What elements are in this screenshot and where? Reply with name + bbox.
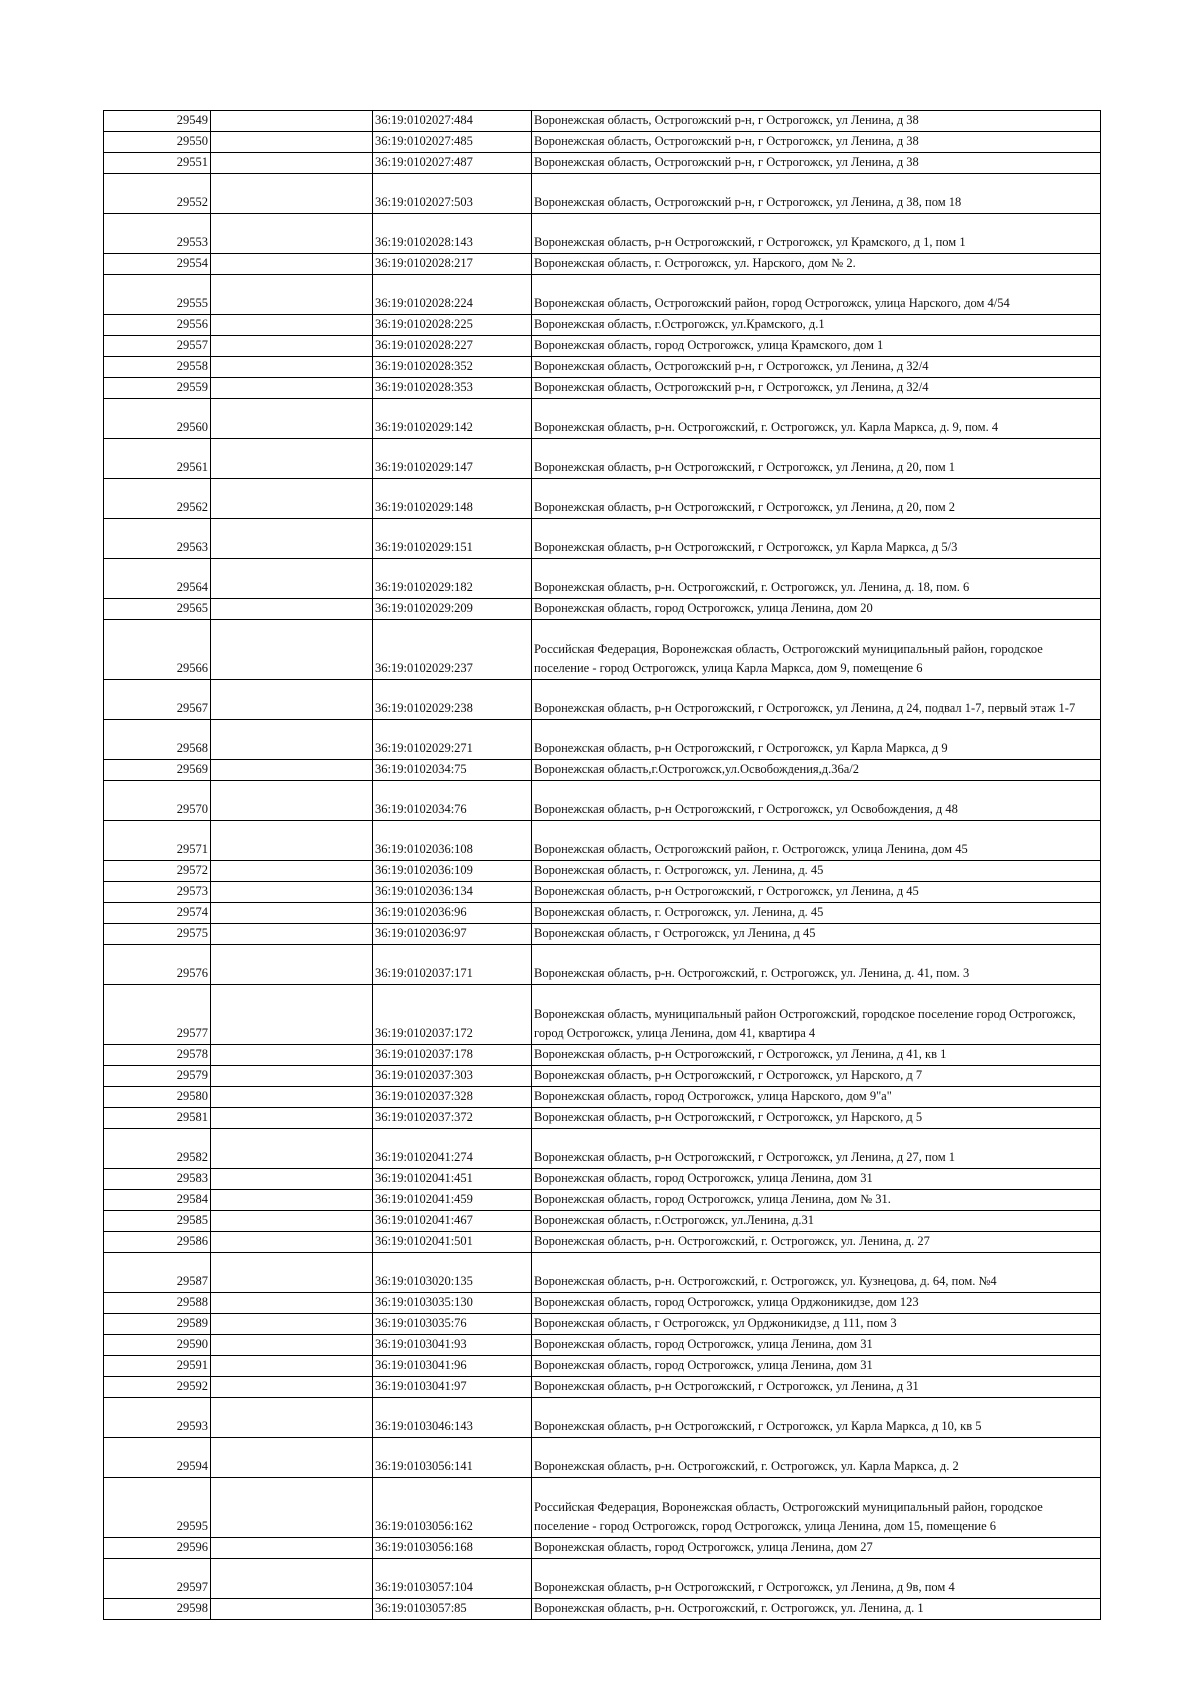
cadastral-number: 36:19:0102037:171 <box>373 945 532 985</box>
address: Российская Федерация, Воронежская область, Острогожский муниципальный район, городское поселение - город Острогожск, город Острогожск, улица Ленина, дом 15, помещение 6 <box>532 1478 1101 1538</box>
address: Воронежская область, р-н. Острогожский, г. Острогожск, ул. Ленина, д. 27 <box>532 1232 1101 1253</box>
cadastral-number: 36:19:0102028:225 <box>373 315 532 336</box>
address: Воронежская область, г.Острогожск, ул.Ленина, д.31 <box>532 1211 1101 1232</box>
empty-cell <box>211 254 373 275</box>
table-row <box>104 559 1101 599</box>
row-number: 29556 <box>104 315 211 336</box>
cadastral-number: 36:19:0102041:467 <box>373 1211 532 1232</box>
table-row <box>104 945 1101 985</box>
table-row <box>104 1398 1101 1438</box>
row-number: 29569 <box>104 760 211 781</box>
row-number: 29583 <box>104 1169 211 1190</box>
cadastral-number: 36:19:0103041:93 <box>373 1335 532 1356</box>
address: Воронежская область, Острогожский р-н, г Острогожск, ул Ленина, д 38 <box>532 111 1101 132</box>
empty-cell <box>211 1066 373 1087</box>
table-row <box>104 1190 1101 1211</box>
cadastral-number: 36:19:0102028:143 <box>373 214 532 254</box>
register-body <box>104 111 1101 1620</box>
address: Воронежская область, р-н. Острогожский, г. Острогожск, ул. Ленина, д. 41, пом. 3 <box>532 945 1101 985</box>
empty-cell <box>211 378 373 399</box>
property-register-table <box>103 110 1101 1620</box>
cadastral-number: 36:19:0103041:96 <box>373 1356 532 1377</box>
table-row <box>104 336 1101 357</box>
cadastral-number: 36:19:0102036:109 <box>373 861 532 882</box>
empty-cell <box>211 1538 373 1559</box>
table-row <box>104 1377 1101 1398</box>
address: Воронежская область, г Острогожск, ул Орджоникидзе, д 111, пом 3 <box>532 1314 1101 1335</box>
table-row <box>104 781 1101 821</box>
address: Воронежская область, р-н Острогожский, г Острогожск, ул Ленина, д 20, пом 2 <box>532 479 1101 519</box>
cadastral-number: 36:19:0102029:237 <box>373 620 532 680</box>
row-number: 29598 <box>104 1599 211 1620</box>
address: Воронежская область, г Острогожск, ул Ленина, д 45 <box>532 924 1101 945</box>
address: Воронежская область, Острогожский район, город Острогожск, улица Нарского, дом 4/54 <box>532 275 1101 315</box>
cadastral-number: 36:19:0103035:76 <box>373 1314 532 1335</box>
table-row <box>104 903 1101 924</box>
table-row <box>104 861 1101 882</box>
table-row <box>104 378 1101 399</box>
address: Воронежская область, р-н Острогожский, г Острогожск, ул Ленина, д 41, кв 1 <box>532 1045 1101 1066</box>
cadastral-number: 36:19:0102036:108 <box>373 821 532 861</box>
empty-cell <box>211 760 373 781</box>
address: Воронежская область, р-н. Острогожский, г. Острогожск, ул. Карла Маркса, д. 2 <box>532 1438 1101 1478</box>
row-number: 29578 <box>104 1045 211 1066</box>
row-number: 29561 <box>104 439 211 479</box>
address: Воронежская область,г.Острогожск,ул.Освобождения,д.36а/2 <box>532 760 1101 781</box>
table-row <box>104 599 1101 620</box>
empty-cell <box>211 1377 373 1398</box>
table-row <box>104 399 1101 439</box>
row-number: 29597 <box>104 1559 211 1599</box>
row-number: 29563 <box>104 519 211 559</box>
empty-cell <box>211 1129 373 1169</box>
empty-cell <box>211 1232 373 1253</box>
table-row <box>104 315 1101 336</box>
table-row <box>104 174 1101 214</box>
row-number: 29584 <box>104 1190 211 1211</box>
empty-cell <box>211 1045 373 1066</box>
table-row <box>104 924 1101 945</box>
table-row <box>104 153 1101 174</box>
cadastral-number: 36:19:0102037:172 <box>373 985 532 1045</box>
empty-cell <box>211 1335 373 1356</box>
address: Российская Федерация, Воронежская область, Острогожский муниципальный район, городское поселение - город Острогожск, улица Карла Маркса, дом 9, помещение 6 <box>532 620 1101 680</box>
table-row <box>104 357 1101 378</box>
row-number: 29593 <box>104 1398 211 1438</box>
empty-cell <box>211 111 373 132</box>
cadastral-number: 36:19:0102029:182 <box>373 559 532 599</box>
cadastral-number: 36:19:0102028:217 <box>373 254 532 275</box>
cadastral-number: 36:19:0102041:459 <box>373 1190 532 1211</box>
empty-cell <box>211 519 373 559</box>
table-row <box>104 821 1101 861</box>
row-number: 29565 <box>104 599 211 620</box>
empty-cell <box>211 1559 373 1599</box>
table-row <box>104 111 1101 132</box>
row-number: 29552 <box>104 174 211 214</box>
address: Воронежская область, р-н Острогожский, г Острогожск, ул Ленина, д 20, пом 1 <box>532 439 1101 479</box>
empty-cell <box>211 945 373 985</box>
table-row <box>104 275 1101 315</box>
table-row <box>104 1253 1101 1293</box>
address: Воронежская область, город Острогожск, улица Нарского, дом 9"а" <box>532 1087 1101 1108</box>
cadastral-number: 36:19:0102028:352 <box>373 357 532 378</box>
address: Воронежская область, Острогожский р-н, г Острогожск, ул Ленина, д 32/4 <box>532 378 1101 399</box>
address: Воронежская область, р-н Острогожский, г Острогожск, ул Карла Маркса, д 5/3 <box>532 519 1101 559</box>
address: Воронежская область, р-н Острогожский, г Острогожск, ул Карла Маркса, д 9 <box>532 720 1101 760</box>
table-row <box>104 1211 1101 1232</box>
empty-cell <box>211 315 373 336</box>
address: Воронежская область, р-н Острогожский, г Острогожск, ул Карла Маркса, д 10, кв 5 <box>532 1398 1101 1438</box>
empty-cell <box>211 439 373 479</box>
empty-cell <box>211 1314 373 1335</box>
cadastral-number: 36:19:0103057:104 <box>373 1559 532 1599</box>
cadastral-number: 36:19:0102036:96 <box>373 903 532 924</box>
empty-cell <box>211 680 373 720</box>
cadastral-number: 36:19:0102041:451 <box>373 1169 532 1190</box>
table-row <box>104 760 1101 781</box>
empty-cell <box>211 559 373 599</box>
address: Воронежская область, Острогожский р-н, г Острогожск, ул Ленина, д 38, пом 18 <box>532 174 1101 214</box>
cadastral-number: 36:19:0102029:148 <box>373 479 532 519</box>
empty-cell <box>211 336 373 357</box>
row-number: 29582 <box>104 1129 211 1169</box>
table-row <box>104 1438 1101 1478</box>
row-number: 29559 <box>104 378 211 399</box>
table-row <box>104 439 1101 479</box>
table-row <box>104 985 1101 1045</box>
cadastral-number: 36:19:0102028:224 <box>373 275 532 315</box>
cadastral-number: 36:19:0102037:178 <box>373 1045 532 1066</box>
table-row <box>104 1599 1101 1620</box>
empty-cell <box>211 1599 373 1620</box>
table-row <box>104 720 1101 760</box>
table-row <box>104 1314 1101 1335</box>
table-row <box>104 1087 1101 1108</box>
empty-cell <box>211 924 373 945</box>
empty-cell <box>211 174 373 214</box>
address: Воронежская область, р-н Острогожский, г Острогожск, ул Нарского, д 7 <box>532 1066 1101 1087</box>
table-row <box>104 680 1101 720</box>
address: Воронежская область, город Острогожск, улица Орджоникидзе, дом 123 <box>532 1293 1101 1314</box>
row-number: 29594 <box>104 1438 211 1478</box>
table-row <box>104 214 1101 254</box>
empty-cell <box>211 1356 373 1377</box>
cadastral-number: 36:19:0103041:97 <box>373 1377 532 1398</box>
row-number: 29564 <box>104 559 211 599</box>
table-row <box>104 479 1101 519</box>
cadastral-number: 36:19:0102041:501 <box>373 1232 532 1253</box>
empty-cell <box>211 399 373 439</box>
empty-cell <box>211 1169 373 1190</box>
empty-cell <box>211 357 373 378</box>
table-row <box>104 519 1101 559</box>
row-number: 29581 <box>104 1108 211 1129</box>
cadastral-number: 36:19:0103035:130 <box>373 1293 532 1314</box>
empty-cell <box>211 479 373 519</box>
address: Воронежская область, город Острогожск, улица Крамского, дом 1 <box>532 336 1101 357</box>
address: Воронежская область, город Острогожск, улица Ленина, дом 27 <box>532 1538 1101 1559</box>
cadastral-number: 36:19:0102028:353 <box>373 378 532 399</box>
address: Воронежская область, р-н Острогожский, г Острогожск, ул Крамского, д 1, пом 1 <box>532 214 1101 254</box>
row-number: 29550 <box>104 132 211 153</box>
empty-cell <box>211 882 373 903</box>
table-row <box>104 1169 1101 1190</box>
table-row <box>104 1066 1101 1087</box>
row-number: 29596 <box>104 1538 211 1559</box>
row-number: 29554 <box>104 254 211 275</box>
table-row <box>104 254 1101 275</box>
address: Воронежская область, Острогожский р-н, г Острогожск, ул Ленина, д 38 <box>532 153 1101 174</box>
address: Воронежская область, р-н Острогожский, г Острогожск, ул Ленина, д 31 <box>532 1377 1101 1398</box>
row-number: 29576 <box>104 945 211 985</box>
empty-cell <box>211 861 373 882</box>
table-row <box>104 1538 1101 1559</box>
address: Воронежская область, г. Острогожск, ул. Нарского, дом № 2. <box>532 254 1101 275</box>
row-number: 29560 <box>104 399 211 439</box>
cadastral-number: 36:19:0102028:227 <box>373 336 532 357</box>
empty-cell <box>211 132 373 153</box>
row-number: 29562 <box>104 479 211 519</box>
cadastral-number: 36:19:0102034:75 <box>373 760 532 781</box>
address: Воронежская область, муниципальный район Острогожский, городское поселение город Острогожск, город Острогожск, улица Ленина, дом 41, квартира 4 <box>532 985 1101 1045</box>
empty-cell <box>211 720 373 760</box>
empty-cell <box>211 985 373 1045</box>
row-number: 29573 <box>104 882 211 903</box>
empty-cell <box>211 275 373 315</box>
row-number: 29592 <box>104 1377 211 1398</box>
empty-cell <box>211 153 373 174</box>
address: Воронежская область, город Острогожск, улица Ленина, дом № 31. <box>532 1190 1101 1211</box>
row-number: 29595 <box>104 1478 211 1538</box>
empty-cell <box>211 1478 373 1538</box>
row-number: 29580 <box>104 1087 211 1108</box>
row-number: 29551 <box>104 153 211 174</box>
cadastral-number: 36:19:0102029:147 <box>373 439 532 479</box>
row-number: 29590 <box>104 1335 211 1356</box>
address: Воронежская область, р-н Острогожский, г Острогожск, ул Ленина, д 24, подвал 1-7, первый этаж 1-7 <box>532 680 1101 720</box>
row-number: 29574 <box>104 903 211 924</box>
address: Воронежская область, Острогожский район, г. Острогожск, улица Ленина, дом 45 <box>532 821 1101 861</box>
cadastral-number: 36:19:0102027:484 <box>373 111 532 132</box>
empty-cell <box>211 1211 373 1232</box>
cadastral-number: 36:19:0102037:303 <box>373 1066 532 1087</box>
cadastral-number: 36:19:0102027:503 <box>373 174 532 214</box>
empty-cell <box>211 781 373 821</box>
table-row <box>104 1356 1101 1377</box>
empty-cell <box>211 1293 373 1314</box>
empty-cell <box>211 1253 373 1293</box>
address: Воронежская область, Острогожский р-н, г Острогожск, ул Ленина, д 32/4 <box>532 357 1101 378</box>
empty-cell <box>211 1438 373 1478</box>
row-number: 29566 <box>104 620 211 680</box>
cadastral-number: 36:19:0102029:142 <box>373 399 532 439</box>
row-number: 29549 <box>104 111 211 132</box>
empty-cell <box>211 821 373 861</box>
row-number: 29567 <box>104 680 211 720</box>
empty-cell <box>211 1398 373 1438</box>
row-number: 29586 <box>104 1232 211 1253</box>
cadastral-number: 36:19:0103056:168 <box>373 1538 532 1559</box>
table-row <box>104 1045 1101 1066</box>
row-number: 29571 <box>104 821 211 861</box>
address: Воронежская область, город Острогожск, улица Ленина, дом 31 <box>532 1169 1101 1190</box>
row-number: 29568 <box>104 720 211 760</box>
empty-cell <box>211 599 373 620</box>
address: Воронежская область, р-н. Острогожский, г. Острогожск, ул. Карла Маркса, д. 9, пом. 4 <box>532 399 1101 439</box>
cadastral-number: 36:19:0102027:485 <box>373 132 532 153</box>
cadastral-number: 36:19:0102041:274 <box>373 1129 532 1169</box>
cadastral-number: 36:19:0102029:209 <box>373 599 532 620</box>
empty-cell <box>211 903 373 924</box>
row-number: 29587 <box>104 1253 211 1293</box>
address: Воронежская область, р-н. Острогожский, г. Острогожск, ул. Ленина, д. 1 <box>532 1599 1101 1620</box>
address: Воронежская область, город Острогожск, улица Ленина, дом 20 <box>532 599 1101 620</box>
row-number: 29585 <box>104 1211 211 1232</box>
address: Воронежская область, р-н Острогожский, г Острогожск, ул Нарского, д 5 <box>532 1108 1101 1129</box>
row-number: 29558 <box>104 357 211 378</box>
empty-cell <box>211 1190 373 1211</box>
cadastral-number: 36:19:0103056:141 <box>373 1438 532 1478</box>
row-number: 29555 <box>104 275 211 315</box>
table-row <box>104 620 1101 680</box>
address: Воронежская область, р-н. Острогожский, г. Острогожск, ул. Кузнецова, д. 64, пом. №4 <box>532 1253 1101 1293</box>
address: Воронежская область, р-н Острогожский, г Острогожск, ул Ленина, д 45 <box>532 882 1101 903</box>
address: Воронежская область, р-н Острогожский, г Острогожск, ул Ленина, д 27, пом 1 <box>532 1129 1101 1169</box>
cadastral-number: 36:19:0103020:135 <box>373 1253 532 1293</box>
cadastral-number: 36:19:0102029:238 <box>373 680 532 720</box>
address: Воронежская область, г. Острогожск, ул. Ленина, д. 45 <box>532 861 1101 882</box>
row-number: 29570 <box>104 781 211 821</box>
cadastral-number: 36:19:0102036:134 <box>373 882 532 903</box>
row-number: 29588 <box>104 1293 211 1314</box>
cadastral-number: 36:19:0102034:76 <box>373 781 532 821</box>
address: Воронежская область, Острогожский р-н, г Острогожск, ул Ленина, д 38 <box>532 132 1101 153</box>
cadastral-number: 36:19:0103056:162 <box>373 1478 532 1538</box>
empty-cell <box>211 1087 373 1108</box>
cadastral-number: 36:19:0102037:328 <box>373 1087 532 1108</box>
address: Воронежская область, город Острогожск, улица Ленина, дом 31 <box>532 1356 1101 1377</box>
table-row <box>104 882 1101 903</box>
cadastral-number: 36:19:0102029:151 <box>373 519 532 559</box>
empty-cell <box>211 620 373 680</box>
address: Воронежская область, город Острогожск, улица Ленина, дом 31 <box>532 1335 1101 1356</box>
table-row <box>104 1108 1101 1129</box>
table-row <box>104 1478 1101 1538</box>
table-row <box>104 1232 1101 1253</box>
table-row <box>104 1293 1101 1314</box>
table-row <box>104 1129 1101 1169</box>
cadastral-number: 36:19:0102037:372 <box>373 1108 532 1129</box>
empty-cell <box>211 214 373 254</box>
address: Воронежская область, р-н. Острогожский, г. Острогожск, ул. Ленина, д. 18, пом. 6 <box>532 559 1101 599</box>
row-number: 29577 <box>104 985 211 1045</box>
address: Воронежская область, р-н Острогожский, г Острогожск, ул Освобождения, д 48 <box>532 781 1101 821</box>
row-number: 29589 <box>104 1314 211 1335</box>
row-number: 29557 <box>104 336 211 357</box>
empty-cell <box>211 1108 373 1129</box>
row-number: 29575 <box>104 924 211 945</box>
row-number: 29579 <box>104 1066 211 1087</box>
cadastral-number: 36:19:0103046:143 <box>373 1398 532 1438</box>
address: Воронежская область, р-н Острогожский, г Острогожск, ул Ленина, д 9в, пом 4 <box>532 1559 1101 1599</box>
address: Воронежская область, г. Острогожск, ул. Ленина, д. 45 <box>532 903 1101 924</box>
table-row <box>104 1335 1101 1356</box>
cadastral-number: 36:19:0103057:85 <box>373 1599 532 1620</box>
table-row <box>104 1559 1101 1599</box>
row-number: 29572 <box>104 861 211 882</box>
table-row <box>104 132 1101 153</box>
cadastral-number: 36:19:0102029:271 <box>373 720 532 760</box>
row-number: 29553 <box>104 214 211 254</box>
address: Воронежская область, г.Острогожск, ул.Крамского, д.1 <box>532 315 1101 336</box>
cadastral-number: 36:19:0102027:487 <box>373 153 532 174</box>
row-number: 29591 <box>104 1356 211 1377</box>
cadastral-number: 36:19:0102036:97 <box>373 924 532 945</box>
